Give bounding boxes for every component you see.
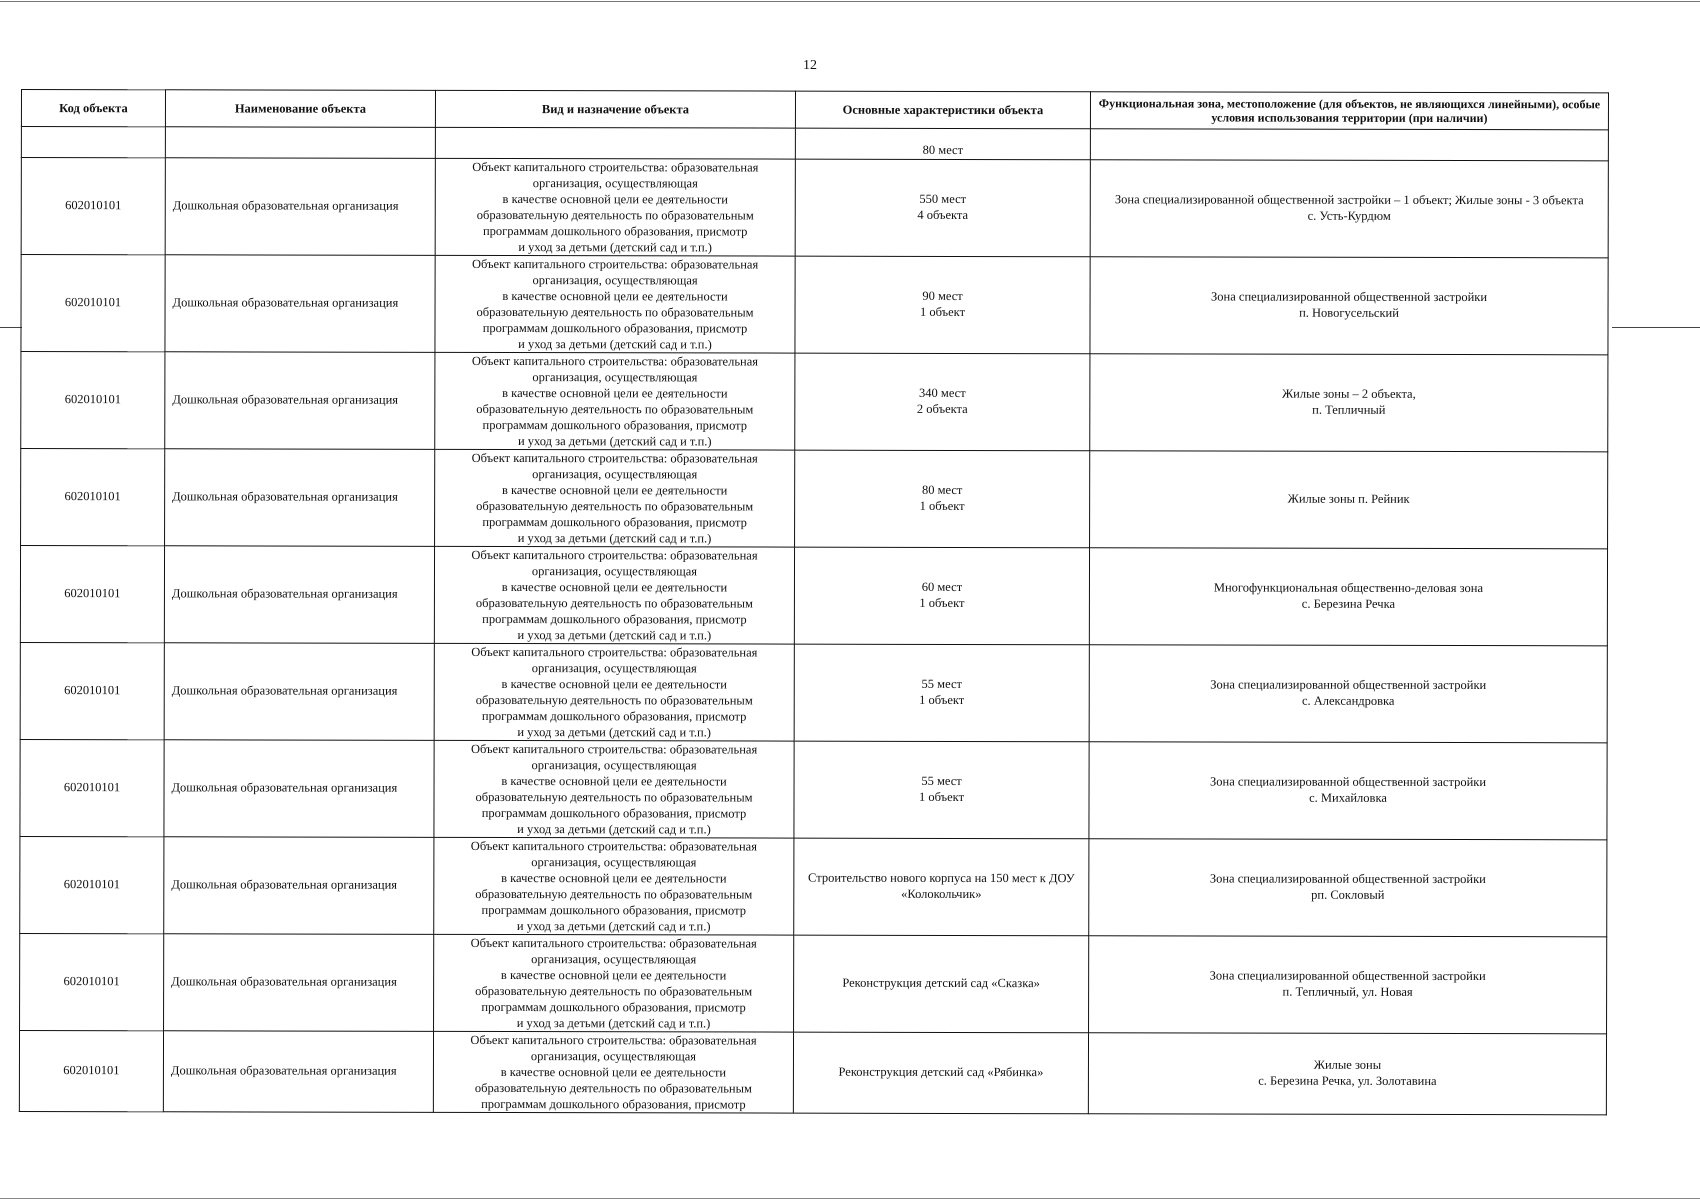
cell-characteristics: Реконструкция детский сад «Сказка» xyxy=(794,935,1089,1033)
table-row xyxy=(20,739,1607,839)
cell-code: 602010101 xyxy=(20,546,164,643)
cell-name: Дошкольная образовательная организация xyxy=(164,837,434,935)
cell-characteristics: 55 мест 1 объект xyxy=(794,741,1089,839)
objects-table xyxy=(19,89,1609,1115)
cell-zone: Жилые зоны с. Березина Речка, ул. Золотавина xyxy=(1088,1033,1606,1115)
cell-name: Дошкольная образовательная организация xyxy=(165,449,435,547)
cell-zone xyxy=(1090,129,1608,161)
cell-code: 602010101 xyxy=(20,739,164,836)
cell-zone: Зона специализированной общественной застройки п. Новогусельский xyxy=(1090,257,1608,355)
cell-characteristics: 55 мест 1 объект xyxy=(794,644,1089,742)
cell-characteristics: 80 мест 1 объект xyxy=(795,450,1090,548)
cell-name: Дошкольная образовательная организация xyxy=(165,158,435,256)
cell-name: Дошкольная образовательная организация xyxy=(164,740,434,838)
cell-kind: Объект капитального строительства: образовательная организация, осуществляющая в качестве основной цели ее деятельности образовательную деятельность по образовательным программам дошкольного образования, присмотр и уход за детьми (детский сад и т.п.) xyxy=(435,255,795,353)
cell-kind xyxy=(435,127,795,159)
cell-code: 602010101 xyxy=(20,836,164,933)
cell-code: 602010101 xyxy=(21,158,165,255)
cell-zone: Жилые зоны п. Рейник xyxy=(1090,451,1608,549)
cell-kind: Объект капитального строительства: образовательная организация, осуществляющая в качестве основной цели ее деятельности образовательную деятельность по образовательным программам дошкольного образования, присмотр и уход за детьми (детский сад и т.п.) xyxy=(434,837,794,935)
cell-kind: Объект капитального строительства: образовательная организация, осуществляющая в качестве основной цели ее деятельности образовательную деятельность по образовательным программам дошкольного образования, присмотр и уход за детьми (детский сад и т.п.) xyxy=(434,740,794,838)
scan-fold-line-left xyxy=(0,327,22,328)
header-code: Код объекта xyxy=(21,90,165,127)
header-characteristics: Основные характеристики объекта xyxy=(795,91,1090,129)
header-zone: Функциональная зона, местоположение (для объектов, не являющихся линейными), особые условия использования территории (при наличии) xyxy=(1090,92,1608,130)
cell-code: 602010101 xyxy=(21,352,165,449)
cell-name: Дошкольная образовательная организация xyxy=(163,1031,433,1113)
cell-kind: Объект капитального строительства: образовательная организация, осуществляющая в качестве основной цели ее деятельности образовательную деятельность по образовательным программам дошкольного образования, присмотр и уход за детьми (детский сад и т.п.) xyxy=(434,934,794,1032)
cell-characteristics: 80 мест xyxy=(795,128,1090,160)
scan-fold-line-right xyxy=(1612,327,1700,328)
cell-characteristics: Реконструкция детский сад «Рябинка» xyxy=(793,1032,1088,1114)
cell-kind: Объект капитального строительства: образовательная организация, осуществляющая в качестве основной цели ее деятельности образовательную деятельность по образовательным программам дошкольного образования, присмотр xyxy=(433,1031,793,1113)
cell-zone: Зона специализированной общественной застройки – 1 объект; Жилые зоны - 3 объекта с. Усть-Курдюм xyxy=(1090,160,1608,258)
cell-kind: Объект капитального строительства: образовательная организация, осуществляющая в качестве основной цели ее деятельности образовательную деятельность по образовательным программам дошкольного образования, присмотр и уход за детьми (детский сад и т.п.) xyxy=(434,546,794,644)
cell-code: 602010101 xyxy=(20,933,164,1030)
cell-zone: Зона специализированной общественной застройки п. Тепличный, ул. Новая xyxy=(1089,936,1607,1034)
table-row xyxy=(21,255,1608,355)
cell-zone: Зона специализированной общественной застройки с. Александровка xyxy=(1089,645,1607,743)
scan-edge-top xyxy=(0,1,1700,2)
scan-edge-bottom xyxy=(0,1198,1700,1199)
table-row-continuation xyxy=(21,127,1608,161)
cell-zone: Зона специализированной общественной застройки с. Михайловка xyxy=(1089,742,1607,840)
table-row xyxy=(20,836,1607,936)
cell-name: Дошкольная образовательная организация xyxy=(164,546,434,644)
table-row xyxy=(20,933,1607,1033)
cell-name: Дошкольная образовательная организация xyxy=(165,255,435,353)
table-row xyxy=(20,642,1607,742)
cell-code: 602010101 xyxy=(21,255,165,352)
header-name: Наименование объекта xyxy=(165,90,435,128)
header-kind: Вид и назначение объекта xyxy=(435,90,795,128)
cell-kind: Объект капитального строительства: образовательная организация, осуществляющая в качестве основной цели ее деятельности образовательную деятельность по образовательным программам дошкольного образования, присмотр и уход за детьми (детский сад и т.п.) xyxy=(435,352,795,450)
cell-characteristics: 550 мест 4 объекта xyxy=(795,159,1090,257)
cell-characteristics: 60 мест 1 объект xyxy=(794,547,1089,645)
table-row xyxy=(21,158,1608,258)
cell-kind: Объект капитального строительства: образовательная организация, осуществляющая в качестве основной цели ее деятельности образовательную деятельность по образовательным программам дошкольного образования, присмотр и уход за детьми (детский сад и т.п.) xyxy=(435,449,795,547)
cell-zone: Жилые зоны – 2 объекта, п. Тепличный xyxy=(1090,354,1608,452)
cell-code: 602010101 xyxy=(21,449,165,546)
cell-zone: Многофункциональная общественно-деловая зона с. Березина Речка xyxy=(1089,548,1607,646)
cell-name: Дошкольная образовательная организация xyxy=(164,643,434,741)
table-row xyxy=(19,1030,1606,1114)
cell-code xyxy=(21,127,165,158)
cell-code: 602010101 xyxy=(19,1030,163,1111)
table-row xyxy=(20,546,1607,646)
table-row xyxy=(21,352,1608,452)
cell-zone: Зона специализированной общественной застройки рп. Сокловый xyxy=(1089,839,1607,937)
table-header-row xyxy=(21,90,1608,130)
cell-name: Дошкольная образовательная организация xyxy=(165,352,435,450)
cell-kind: Объект капитального строительства: образовательная организация, осуществляющая в качестве основной цели ее деятельности образовательную деятельность по образовательным программам дошкольного образования, присмотр и уход за детьми (детский сад и т.п.) xyxy=(435,158,795,256)
cell-code: 602010101 xyxy=(20,642,164,739)
cell-name xyxy=(165,127,435,159)
cell-characteristics: 90 мест 1 объект xyxy=(795,256,1090,354)
cell-characteristics: Строительство нового корпуса на 150 мест к ДОУ «Колокольчик» xyxy=(794,838,1089,936)
cell-kind: Объект капитального строительства: образовательная организация, осуществляющая в качестве основной цели ее деятельности образовательную деятельность по образовательным программам дошкольного образования, присмотр и уход за детьми (детский сад и т.п.) xyxy=(434,643,794,741)
page-number: 12 xyxy=(803,58,817,73)
cell-characteristics: 340 мест 2 объекта xyxy=(795,353,1090,451)
table-row xyxy=(21,449,1608,549)
cell-name: Дошкольная образовательная организация xyxy=(164,934,434,1032)
